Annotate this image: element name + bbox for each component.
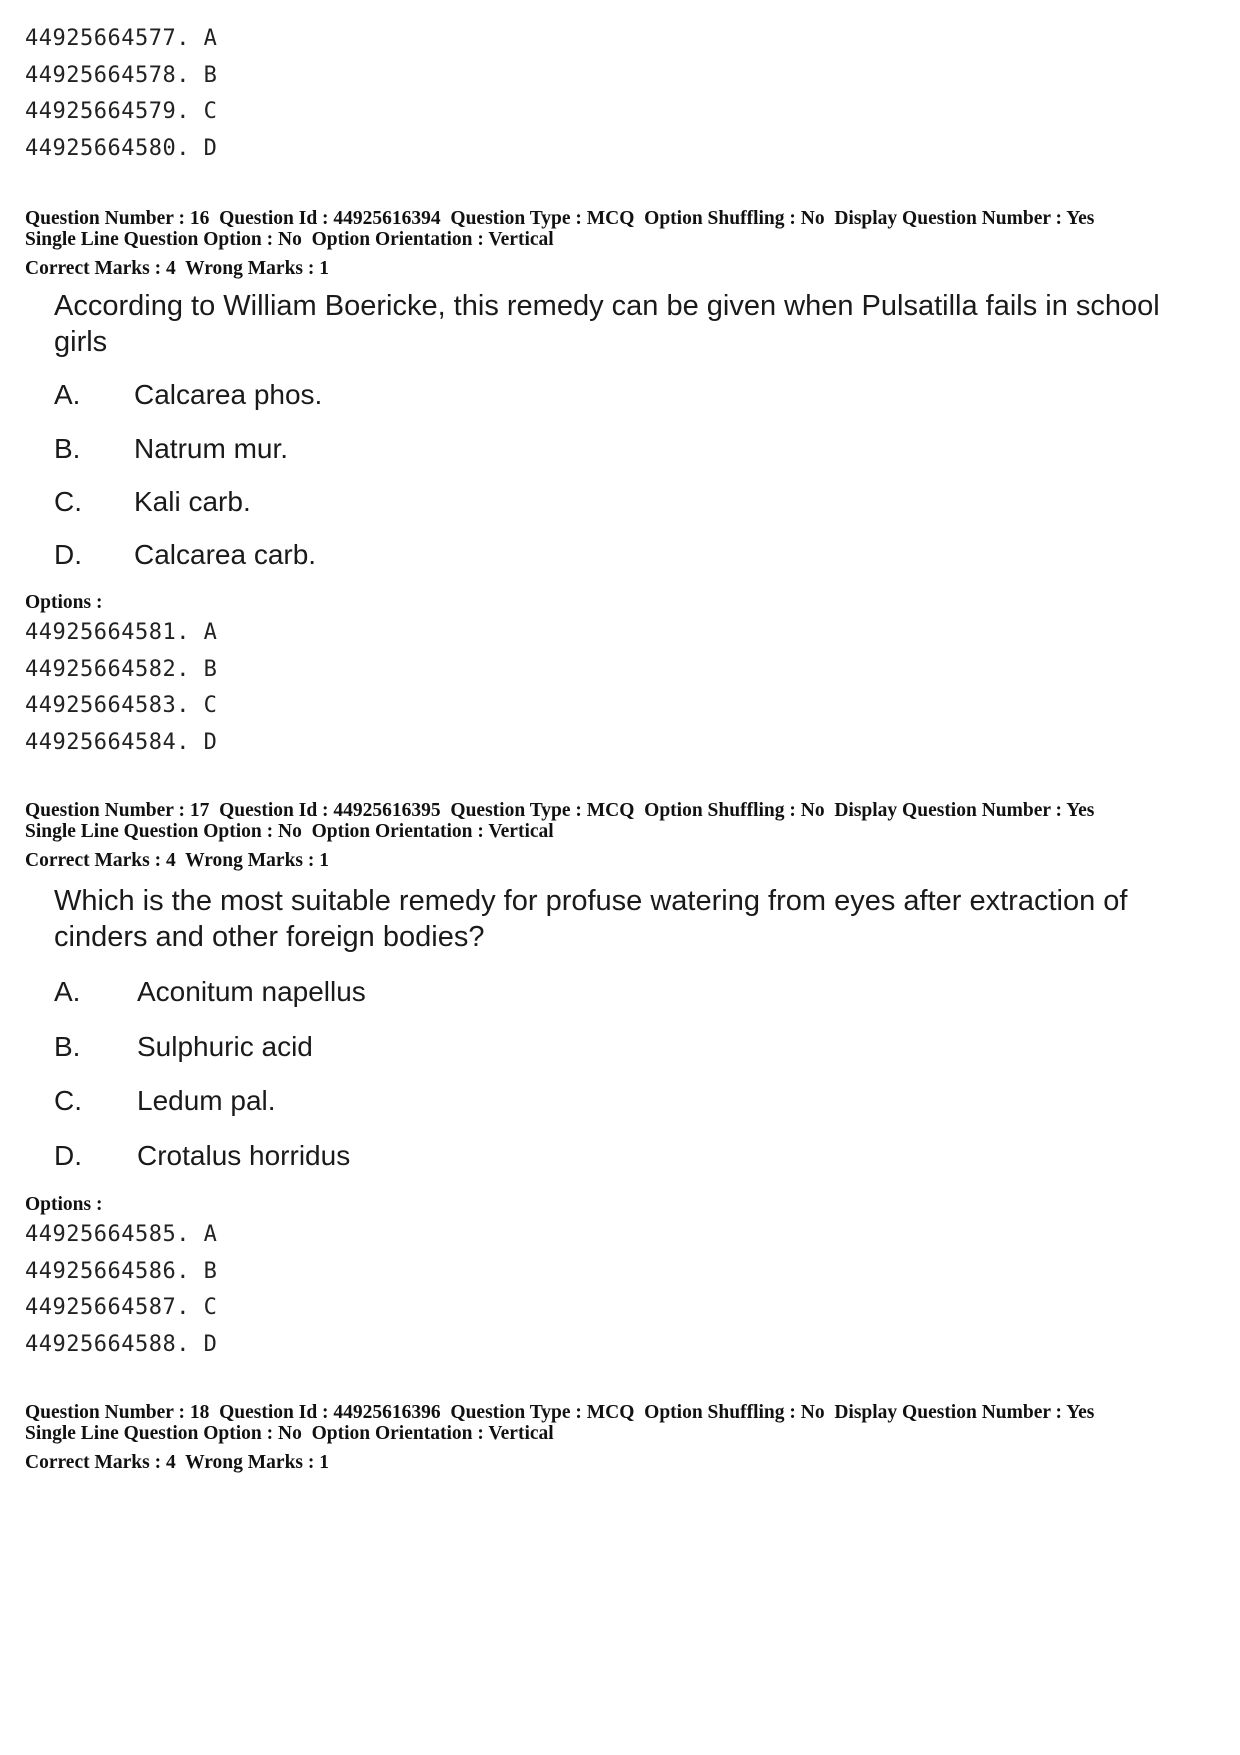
question-text: According to William Boericke, this remedy can be given when Pulsatilla fails in school girls <box>54 290 1160 358</box>
choice-letter: B. <box>54 433 81 464</box>
option-id-line: 44925664581. A <box>25 620 218 645</box>
question-marks: Correct Marks : 4 Wrong Marks : 1 <box>25 258 330 279</box>
option-id-line: 44925664583. C <box>25 693 218 718</box>
choice-a <box>54 378 322 412</box>
choice-letter: A. <box>54 976 81 1007</box>
question-meta-line1: Question Number : 18 Question Id : 44925616396 Question Type : MCQ Option Shuffling : No Display Question Number : Yes <box>25 1402 1095 1423</box>
question-meta-line1: Question Number : 16 Question Id : 44925616394 Question Type : MCQ Option Shuffling : No Display Question Number : Yes <box>25 208 1095 229</box>
choice-letter: C. <box>54 1085 82 1116</box>
choice-text: Kali carb. <box>134 486 251 517</box>
question-meta-line2: Single Line Question Option : No Option Orientation : Vertical <box>25 821 554 842</box>
question-marks: Correct Marks : 4 Wrong Marks : 1 <box>25 850 330 871</box>
question-meta-line1: Question Number : 17 Question Id : 44925616395 Question Type : MCQ Option Shuffling : No Display Question Number : Yes <box>25 800 1095 821</box>
choice-c <box>54 1084 276 1118</box>
option-id-line: 44925664588. D <box>25 1332 218 1357</box>
question-text: Which is the most suitable remedy for profuse watering from eyes after extraction of cinders and other foreign bodies? <box>54 885 1128 953</box>
choice-d <box>54 538 316 572</box>
choice-text: Aconitum napellus <box>137 976 366 1007</box>
question-meta-line2: Single Line Question Option : No Option Orientation : Vertical <box>25 229 554 250</box>
option-id-line: 44925664580. D <box>25 136 218 161</box>
choice-letter: D. <box>54 1140 82 1171</box>
option-id-line: 44925664577. A <box>25 26 218 51</box>
choice-text: Natrum mur. <box>134 433 289 464</box>
choice-letter: D. <box>54 539 82 570</box>
choice-c <box>54 485 251 519</box>
choice-d <box>54 1139 350 1173</box>
choice-letter: B. <box>54 1031 81 1062</box>
choice-text: Calcarea carb. <box>134 539 317 570</box>
option-id-line: 44925664587. C <box>25 1295 218 1320</box>
choice-letter: A. <box>54 379 81 410</box>
choice-b <box>54 1030 313 1064</box>
choice-a <box>54 975 366 1009</box>
options-label: Options : <box>25 1194 103 1215</box>
option-id-line: 44925664578. B <box>25 63 218 88</box>
option-id-line: 44925664582. B <box>25 657 218 682</box>
choice-text: Sulphuric acid <box>137 1031 313 1062</box>
choice-text: Ledum pal. <box>137 1085 276 1116</box>
option-id-line: 44925664579. C <box>25 99 218 124</box>
option-id-line: 44925664585. A <box>25 1222 218 1247</box>
choice-b <box>54 432 288 466</box>
choice-text: Crotalus horridus <box>137 1140 351 1171</box>
choice-letter: C. <box>54 486 82 517</box>
options-label: Options : <box>25 592 103 613</box>
option-id-line: 44925664586. B <box>25 1259 218 1284</box>
question-marks: Correct Marks : 4 Wrong Marks : 1 <box>25 1452 330 1473</box>
option-id-line: 44925664584. D <box>25 730 218 755</box>
question-meta-line2: Single Line Question Option : No Option Orientation : Vertical <box>25 1423 554 1444</box>
choice-text: Calcarea phos. <box>134 379 323 410</box>
